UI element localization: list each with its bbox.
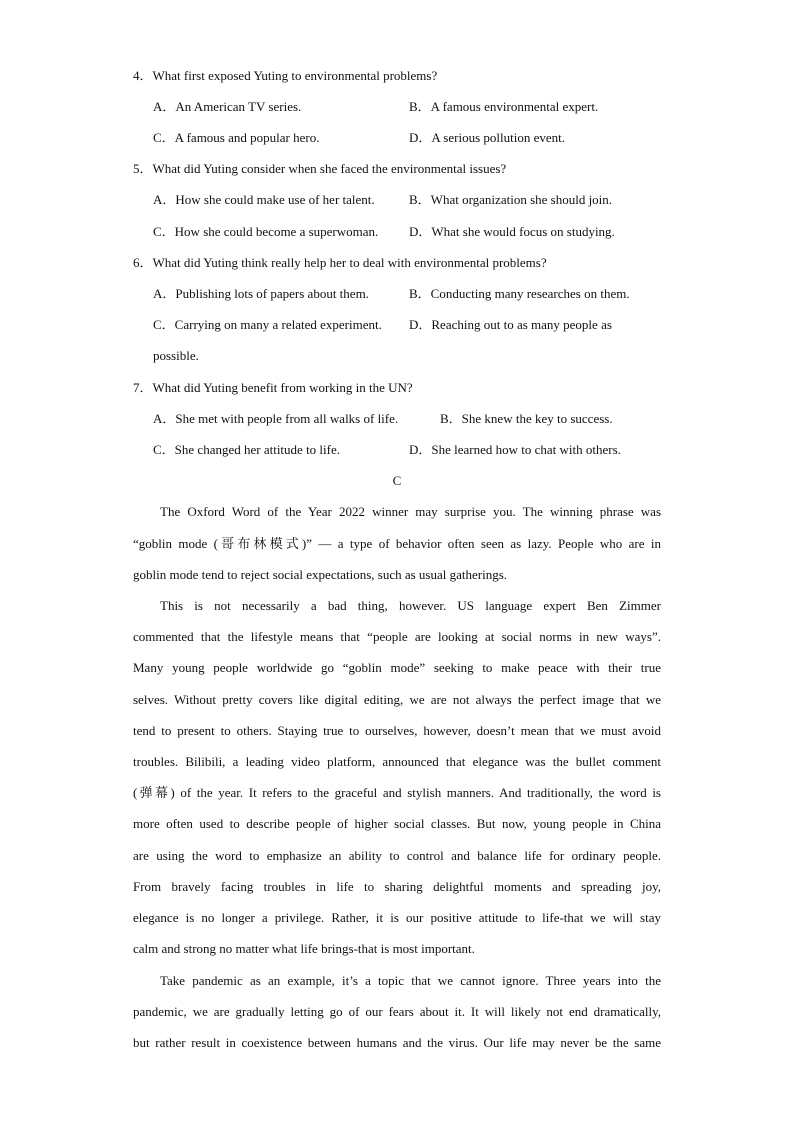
question-6-stem: 6．What did Yuting think really help her to deal with environmental problems?: [133, 255, 547, 270]
question-4-option-c: C．A famous and popular hero.: [153, 130, 320, 145]
question-5-option-a: A．How she could make use of her talent.: [153, 192, 375, 207]
passage-p1-line-3: goblin mode tend to reject social expectations, such as usual gatherings.: [133, 567, 508, 582]
question-7-stem: 7．What did Yuting benefit from working in the UN?: [133, 380, 413, 395]
passage-p2-line-6: troubles. Bilibili, a leading video platform, announced that elegance was the bullet comment: [133, 754, 661, 769]
question-5-stem: 5．What did Yuting consider when she faced the environmental issues?: [133, 161, 507, 176]
question-4-stem: 4．What first exposed Yuting to environmental problems?: [133, 68, 438, 83]
question-7-option-b: B．She knew the key to success.: [440, 411, 613, 426]
question-4-option-d: D．A serious pollution event.: [409, 130, 565, 145]
passage-p2-line-2: commented that the lifestyle means that “people are looking at social norms in new ways”.: [133, 629, 661, 644]
question-6-option-d: D．Reaching out to as many people as: [409, 317, 612, 332]
passage-p2-line-11: elegance is no longer a privilege. Rather, it is our positive attitude to life-that we will stay: [133, 910, 661, 925]
passage-p2-line-7: (弹幕) of the year. It refers to the graceful and stylish manners. And traditionally, the word is: [133, 785, 661, 800]
passage-p2-line-10: From bravely facing troubles in life to sharing delightful moments and spreading joy,: [133, 879, 661, 894]
question-5-option-c: C．How she could become a superwoman.: [153, 224, 379, 239]
question-6-option-c: C．Carrying on many a related experiment.: [153, 317, 382, 332]
question-7-option-a: A．She met with people from all walks of life.: [153, 411, 399, 426]
question-4-option-a: A．An American TV series.: [153, 99, 302, 114]
passage-p2-line-5: tend to present to others. Staying true to ourselves, however, doesn’t mean that we must avoid: [133, 723, 661, 738]
passage-p3-line-1: Take pandemic as an example, it’s a topic that we cannot ignore. Three years into the: [160, 973, 661, 988]
question-6-option-a: A．Publishing lots of papers about them.: [153, 286, 369, 301]
section-label: C: [392, 473, 402, 488]
passage-p2-line-3: Many young people worldwide go “goblin mode” seeking to make peace with their true: [133, 660, 661, 675]
passage-p2-line-1: This is not necessarily a bad thing, however. US language expert Ben Zimmer: [160, 598, 661, 613]
passage-p2-line-12: calm and strong no matter what life brings-that is most important.: [133, 941, 475, 956]
passage-p3-line-2: pandemic, we are gradually letting go of our fears about it. It will likely not end dramatically,: [133, 1004, 661, 1019]
question-5-option-d: D．What she would focus on studying.: [409, 224, 615, 239]
question-5-option-b: B．What organization she should join.: [409, 192, 613, 207]
question-7-option-c: C．She changed her attitude to life.: [153, 442, 341, 457]
passage-p2-line-8: more often used to describe people of higher social classes. But now, young people in China: [133, 816, 661, 831]
passage-p3-line-3: but rather result in coexistence between humans and the virus. Our life may never be the same: [133, 1035, 661, 1050]
passage-p1-line-1: The Oxford Word of the Year 2022 winner may surprise you. The winning phrase was: [160, 504, 661, 519]
question-7-option-d: D．She learned how to chat with others.: [409, 442, 621, 457]
passage-p1-line-2: “goblin mode (哥布林模式)” — a type of behavior often seen as lazy. People who are in: [133, 536, 661, 551]
question-6-option-d-continued: possible.: [153, 348, 199, 363]
passage-p2-line-4: selves. Without pretty covers like digital editing, we are not always the perfect image that we: [133, 692, 661, 707]
passage-p2-line-9: are using the word to emphasize an ability to control and balance life for ordinary people.: [133, 848, 661, 863]
question-4-option-b: B．A famous environmental expert.: [409, 99, 599, 114]
question-6-option-b: B．Conducting many researches on them.: [409, 286, 630, 301]
